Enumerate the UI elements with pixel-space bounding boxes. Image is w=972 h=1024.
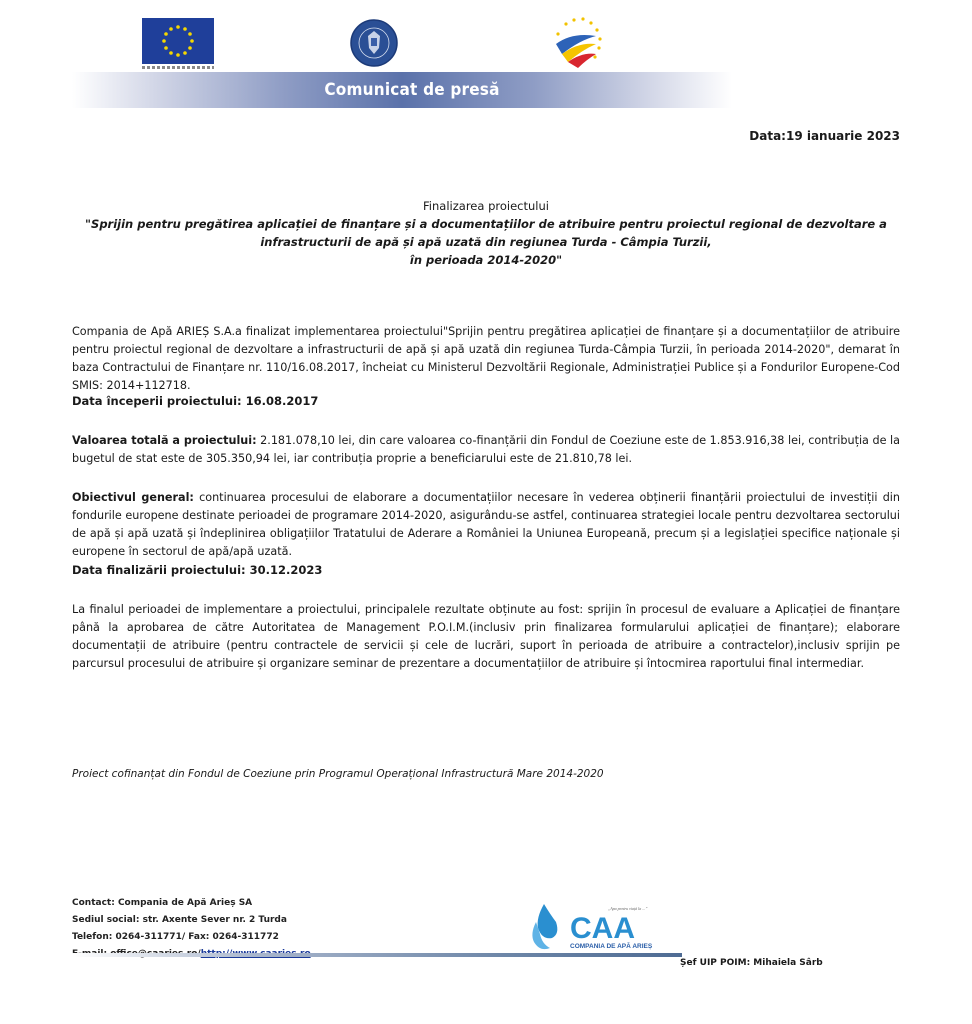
structural-instruments-logo bbox=[552, 14, 606, 70]
project-value-paragraph bbox=[72, 432, 900, 468]
intro-paragraph: Compania de Apă ARIEȘ S.A.a finalizat implementarea proiectului"Sprijin pentru pregătirea aplicației de finanțare și a documentațiilor de atribuire pentru proiectul regional de dezvoltare a infrastructurii de apă și apă uzată din regiunea Turda-Câmpia Turzii, în perioada 2014-2020", demarat în baza Contractului de Finanțare nr. 110/16.08.2017, încheiat cu Ministerul Dezvoltării Regionale, Administrației Publice și a Fondurilor Europene-Cod SMIS: 2014+112718. bbox=[72, 325, 900, 392]
banner-title: Comunicat de presă bbox=[324, 80, 500, 100]
contact-address: Sediul social: str. Axente Sever nr. 2 Turda bbox=[72, 915, 287, 925]
objective-paragraph bbox=[72, 489, 900, 561]
project-value-text: 2.181.078,10 lei, din care valoarea co-finanțării din Fondul de Coeziune este de 1.853.916,38 lei, contribuția de la bugetul de stat este de 305.350,94 lei, iar contribuția proprie a beneficiarului este de 21.810,78 lei. bbox=[72, 434, 900, 465]
document-title bbox=[72, 197, 900, 269]
cofinancing-note: Proiect cofinanțat din Fondul de Coeziune prin Programul Operațional Infrastructură Mare 2014-2020 bbox=[72, 768, 604, 780]
objective-label: Obiectivul general: bbox=[72, 491, 194, 504]
caa-logo bbox=[530, 900, 675, 955]
eu-flag-logo bbox=[142, 18, 214, 64]
results-paragraph: La finalul perioadei de implementare a proiectului, principalele rezultate obținute au fost: sprijin în procesul de evaluare a Aplicației de finanțare până la aprobarea de către Autoritatea de Management P.O.I.M.(inclusiv prin finalizarea formularului aplicației de finanțare); elaborare documentații de atribuire (pentru contractele de servicii și cele de lucrări, suport în perioada de atribuire a contractelor),inclusiv sprijin pe parcursul procesului de atribuire și organizare seminar de prezentare a documentațiilor de atribuire și întocmirea raportului final intermediar. bbox=[72, 603, 900, 670]
caa-logo-slogan: „Apa pentru viață la ...” bbox=[608, 906, 648, 911]
objective-text: continuarea procesului de elaborare a documentațiilor necesare în vederea obținerii finanțării proiectului de investiții din fondurile europene destinate perioadei de programare 2014-2020, asigurându-se astfel, continuarea strategiei locale pentru dezvoltarea sectorului de apă și apă uzată și îndeplinirea obligațiilor Tratatului de Aderare a României la Uniunea Europeană, precum și a legislației specifice naționale și europene în sectorul de apă/apă uzată. bbox=[72, 491, 900, 558]
project-value-label: Valoarea totală a proiectului: bbox=[72, 434, 257, 447]
title-heading: Finalizarea proiectului bbox=[423, 199, 549, 213]
eu-stars-icon bbox=[142, 18, 214, 64]
water-drop-icon bbox=[538, 904, 558, 938]
start-date-heading: Data începerii proiectului: 16.08.2017 bbox=[72, 394, 319, 408]
contact-company: Contact: Compania de Apă Arieș SA bbox=[72, 898, 253, 908]
romanian-government-logo bbox=[349, 18, 399, 68]
release-date: Data:19 ianuarie 2023 bbox=[749, 129, 900, 143]
project-period: în perioada 2014-2020" bbox=[409, 253, 563, 267]
signature: Șef UIP POIM: Mihaiela Sârb bbox=[680, 958, 823, 968]
eu-logo-caption bbox=[142, 66, 214, 69]
press-release-banner bbox=[72, 72, 732, 108]
project-title: "Sprijin pentru pregătirea aplicației de finanțare și a documentațiilor de atribuire pentru proiectul regional de dezvoltare a infrastructurii de apă și apă uzată din regiunea Turda - Câmpia Turzii, bbox=[85, 217, 887, 249]
caa-logo-text: CAA bbox=[570, 912, 635, 945]
caa-logo-subtitle: COMPANIA DE APĂ ARIEȘ bbox=[570, 943, 653, 950]
end-date-heading: Data finalizării proiectului: 30.12.2023 bbox=[72, 563, 323, 577]
contact-phone: Telefon: 0264-311771/ Fax: 0264-311772 bbox=[72, 932, 279, 942]
